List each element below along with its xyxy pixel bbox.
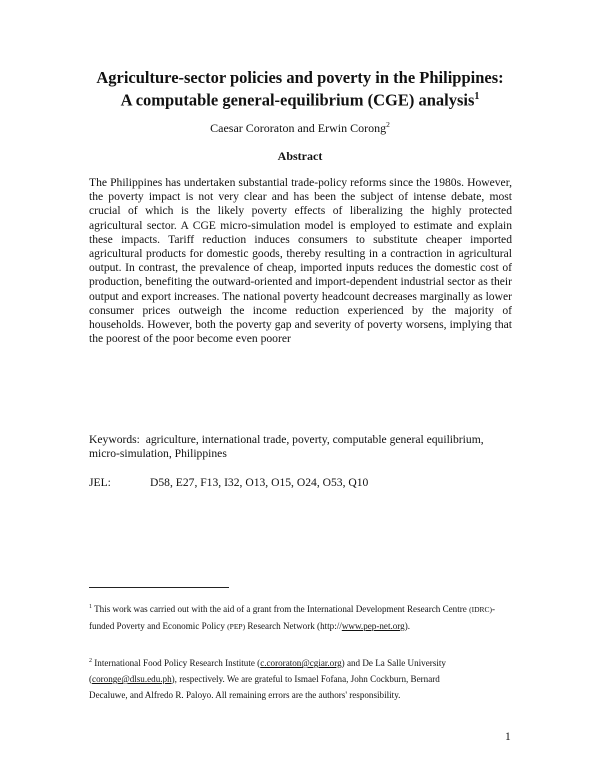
footnote-2-text-a: International Food Policy Research Institute (: [94, 658, 261, 669]
footnote-2-text-d: Decaluwe, and Alfredo R. Paloyo. All remaining errors are the authors' responsibility.: [89, 690, 401, 701]
footnote-2: $^2$ International Food Policy Research Institute (c.cororaton@cgiar.org) and De La Salle University (coronge@dlsu.edu.ph), respectively. We are grateful to Ismael Fofana, John Cockburn, Bernard Decaluwe, and Alfredo R. Paloyo. All remaining errors are the authors' responsibility.: [89, 658, 446, 701]
footnote-divider: [89, 587, 229, 588]
keywords: [89, 433, 512, 461]
cororaton-email-link[interactable]: c.cororaton@cgiar.org: [260, 658, 342, 669]
jel-code-list: D58, E27, F13, I32, O13, O15, O24, O53, Q10: [150, 476, 369, 489]
jel-codes: [89, 476, 369, 489]
keywords-text: agriculture, international trade, poverty, computable general equilibrium, micro-simulation, Philippines: [89, 433, 484, 461]
authors: [40, 120, 560, 136]
author-footnote-marker[interactable]: 2: [386, 120, 390, 129]
abstract-heading: Abstract: [277, 149, 323, 163]
footnote-2-text-b: ) and De La Salle University: [341, 658, 446, 669]
title-line-2-text: A computable general-equilibrium (CGE) analysis: [120, 90, 475, 110]
corong-email-link[interactable]: coronge@dlsu.edu.ph: [92, 674, 172, 685]
footnote-1-text-a: This work was carried out with the aid of a grant from the International Development Research Centre: [94, 604, 467, 615]
title-footnote-marker[interactable]: 1: [474, 91, 480, 102]
title-line-1: Agriculture-sector policies and poverty in the Philippines:: [96, 68, 504, 87]
jel-label: JEL:: [89, 476, 111, 489]
author-names: Caesar Cororaton and Erwin Corong: [210, 121, 387, 135]
footnote-1-pep: (PEP): [227, 622, 246, 632]
footnote-1-idrc: (IDRC): [469, 605, 493, 615]
footnote-2-text-c: ), respectively. We are grateful to Ismael Fofana, John Cockburn, Bernard: [171, 674, 440, 685]
abstract-body: The Philippines has undertaken substantial trade-policy reforms since the 1980s. However, the poverty impact is not very clear and has been the subject of intense debate, most crucial of which is the likely poverty effects of liberalizing the highly protected agricultural sector. A CGE micro-simulation model is employed to estimate and explain these impacts. Tariff reduction induces consumers to substitute cheaper imported agricultural products for domestic goods, thereby resulting in a contraction in agricultural output. In contrast, the prevalence of cheap, imported inputs reduces the domestic cost of production, benefiting the outward-oriented and import-dependent industrial sector as their output and export increases. The national poverty headcount decreases marginally as lower consumer prices outweigh the income reduction experienced by the majority of households. However, both the poverty gap and severity of poverty worsens, implying that the poorest of the poor become even poorer: [89, 176, 512, 346]
title-line-2: [40, 87, 560, 110]
footnote-1-text-c: Research Network (http://: [247, 621, 342, 632]
paper-title: [40, 68, 560, 110]
page-number: 1: [505, 731, 511, 743]
keywords-label: Keywords:: [89, 433, 140, 446]
footnote-1: [89, 599, 519, 635]
footnote-1-marker: 1: [89, 604, 92, 610]
pep-net-link[interactable]: www.pep-net.org: [341, 621, 405, 632]
footnote-1-text-d: ).: [404, 621, 411, 632]
footnote-1-text-b: -funded Poverty and Economic Policy: [89, 604, 496, 632]
footnote-2-marker: 2: [89, 658, 92, 664]
